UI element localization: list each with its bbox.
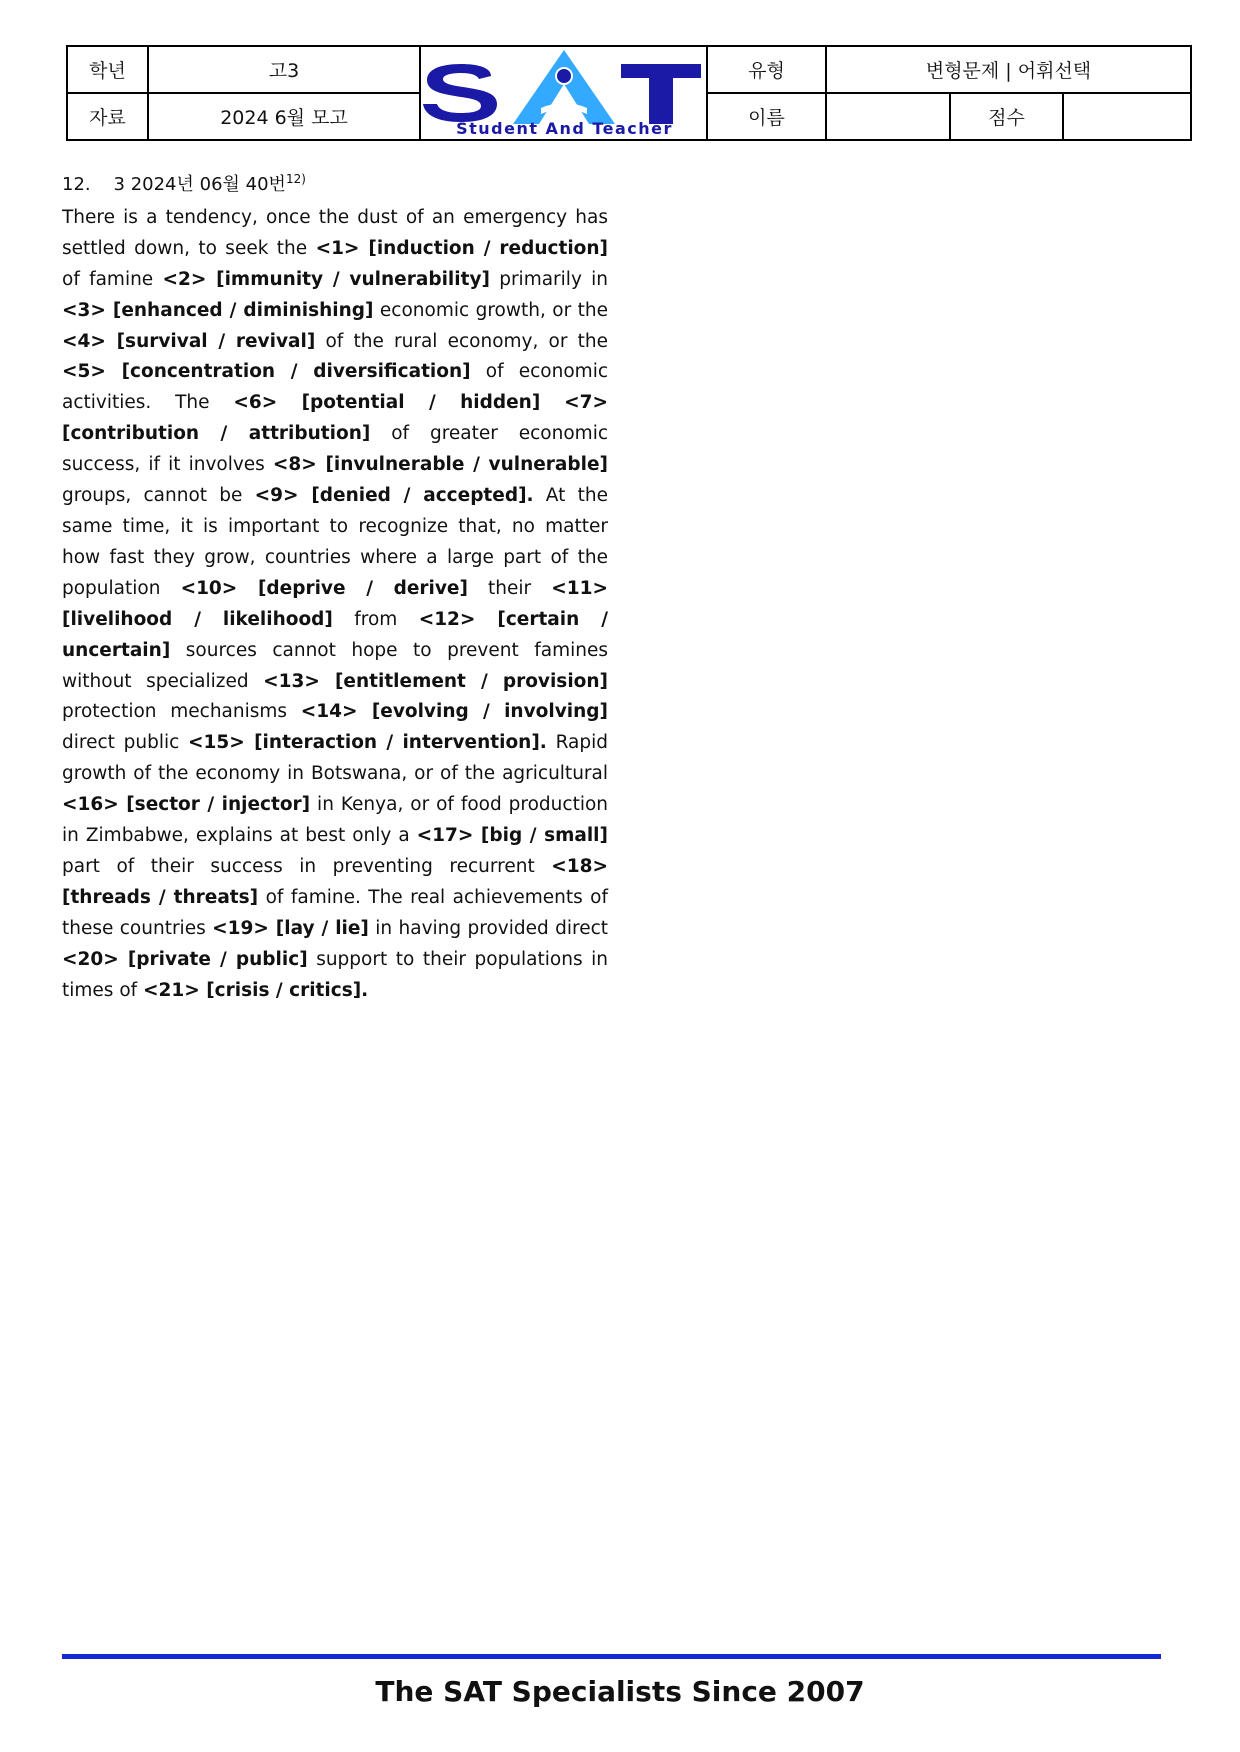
material-label: 자료 — [67, 93, 148, 140]
question-number: 12. — [62, 174, 91, 195]
vocab-choice: <6> [potential / hidden] — [233, 392, 541, 414]
passage-text: direct public — [62, 732, 189, 754]
vocab-choice: <17> [big / small] — [416, 825, 608, 847]
passage-text: in Kenya, or of food production in Zimbabwe, explains at best only a — [62, 794, 609, 847]
vocab-choice: <10> [deprive / derive] — [180, 577, 468, 599]
passage-text: There is a tendency, once the dust of an emergency has settled down, to seek the — [62, 206, 608, 259]
passage-text: Rapid growth of the economy in Botswana, or of the agricultural — [62, 732, 608, 785]
passage-text: support to their populations in times of — [62, 948, 608, 1001]
type-value: 변형문제 | 어휘선택 — [826, 46, 1191, 93]
vocab-choice: <15> [interaction / intervention]. — [188, 732, 547, 754]
sat-logo — [421, 48, 706, 138]
vocab-choice: <8> [invulnerable / vulnerable] — [272, 454, 608, 476]
question-source: 3 2024년 06월 40번 — [113, 174, 286, 195]
score-field[interactable] — [1063, 93, 1191, 140]
name-field[interactable] — [826, 93, 950, 140]
passage-text: from — [332, 608, 419, 630]
passage-text: At the same time, it is important to recognize that, no matter how fast they grow, countries where a large part of the population — [62, 485, 608, 599]
vocab-choice: <1> [induction / reduction] — [315, 237, 609, 259]
score-label: 점수 — [950, 93, 1063, 140]
passage-text: of greater economic success, if it involves — [62, 423, 608, 476]
passage-text: primarily in — [489, 268, 609, 290]
passage-text — [540, 392, 564, 413]
type-label: 유형 — [707, 46, 826, 93]
vocab-choice: <11> [livelihood / likelihood] — [62, 577, 609, 630]
vocab-choice: <13> [entitlement / provision] — [263, 670, 608, 692]
passage-text: groups, cannot be — [62, 485, 255, 507]
vocab-choice: <9> [denied / accepted]. — [254, 485, 534, 507]
passage-text: sources cannot hope to prevent famines without specialized — [62, 639, 608, 692]
passage-text: of economic activities. The — [62, 361, 609, 414]
passage-text: in having provided direct — [368, 917, 608, 939]
passage-text: of famine — [62, 268, 163, 290]
passage-text: their — [467, 577, 552, 599]
grade-value: 고3 — [148, 46, 420, 93]
vocab-choice: <19> [lay / lie] — [212, 917, 369, 939]
vocab-choice: <3> [enhanced / diminishing] — [62, 299, 374, 321]
logo-tagline: Student And Teacher — [456, 119, 673, 138]
vocab-choice: <14> [evolving / involving] — [300, 701, 608, 723]
vocab-choice: <16> [sector / injector] — [62, 794, 311, 816]
passage-text: of famine. The real achievements of these countries — [62, 886, 609, 939]
vocab-choice: <7> [contribution / attribution] — [62, 392, 608, 445]
passage-text: part of their success in preventing recurrent — [62, 855, 552, 877]
footer-divider — [62, 1654, 1161, 1659]
question-block — [62, 170, 608, 1006]
vocab-choice: <20> [private / public] — [62, 948, 308, 970]
vocab-choice: <12> [certain / uncertain] — [62, 608, 608, 661]
material-value: 2024 6월 모고 — [148, 93, 420, 140]
passage-text: protection mechanisms — [62, 701, 301, 723]
name-label: 이름 — [707, 93, 826, 140]
vocab-choice: <5> [concentration / diversification] — [62, 361, 471, 383]
vocab-choice: <4> [survival / revival] — [62, 330, 316, 352]
logo-cell — [420, 46, 707, 140]
header-table — [66, 45, 1192, 141]
grade-label: 학년 — [67, 46, 148, 93]
vocab-choice: <21> [crisis / critics]. — [143, 979, 369, 1001]
question-header — [62, 170, 608, 201]
vocab-choice: <2> [immunity / vulnerability] — [162, 268, 490, 290]
passage-text: of the rural economy, or the — [315, 330, 608, 352]
question-footnote: 12) — [285, 172, 306, 186]
passage-text: economic growth, or the — [373, 299, 609, 321]
footer-slogan: The SAT Specialists Since 2007 — [375, 1675, 865, 1708]
passage — [62, 203, 608, 1007]
vocab-choice: <18> [threads / threats] — [62, 855, 608, 908]
